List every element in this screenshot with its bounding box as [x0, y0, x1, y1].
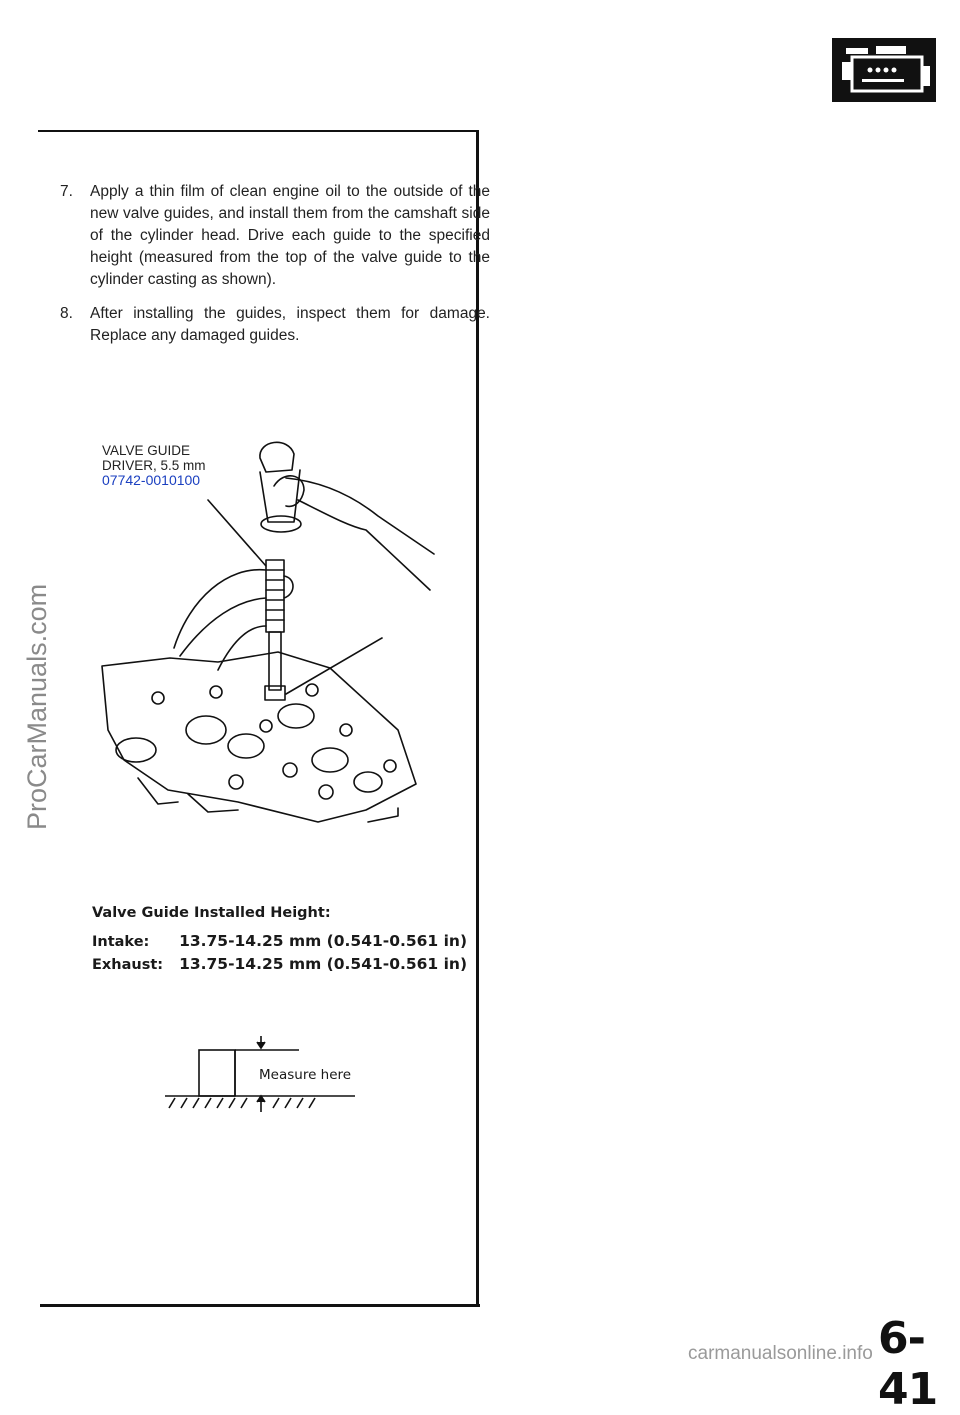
frame-bottom-rule: [40, 1304, 480, 1307]
step-8: [60, 303, 490, 353]
tool-callout: [102, 443, 206, 488]
valve-guide-install-illustration: [98, 430, 443, 830]
exhaust-value: 13.75-14.25 mm (0.541-0.561 in): [179, 955, 468, 973]
callout-line-1: VALVE GUIDE: [102, 443, 191, 458]
bottom-watermark: carmanualsonline.info: [688, 1343, 873, 1364]
step-number: 8.: [60, 305, 73, 322]
engine-icon: [832, 38, 936, 102]
side-watermark: ProCarManuals.com: [22, 583, 52, 830]
spec-heading: Valve Guide Installed Height:: [92, 905, 331, 921]
step-7: [60, 181, 490, 291]
intake-value: 13.75-14.25 mm (0.541-0.561 in): [179, 932, 468, 950]
callout-line-2: DRIVER, 5.5 mm: [102, 458, 206, 473]
measure-label: Measure here: [259, 1067, 352, 1083]
page-number: 6-41: [878, 1313, 938, 1415]
intake-label: Intake:: [92, 934, 150, 950]
frame-top-rule: [38, 130, 478, 132]
spec-intake: [92, 932, 467, 950]
step-number: 7.: [60, 183, 73, 200]
step-text: After installing the guides, inspect them for damage. Replace any damaged guides.: [90, 305, 490, 344]
exhaust-label: Exhaust:: [92, 957, 164, 973]
step-text: Apply a thin film of clean engine oil to the outside of the new valve guides, and install them from the camshaft side of the cylinder head. Drive each guide to the specified height (measured from the top of the valve guide to the cylinder casting as shown).: [90, 183, 490, 288]
callout-part-number: 07742-0010100: [102, 472, 201, 488]
spec-exhaust: [92, 955, 467, 973]
